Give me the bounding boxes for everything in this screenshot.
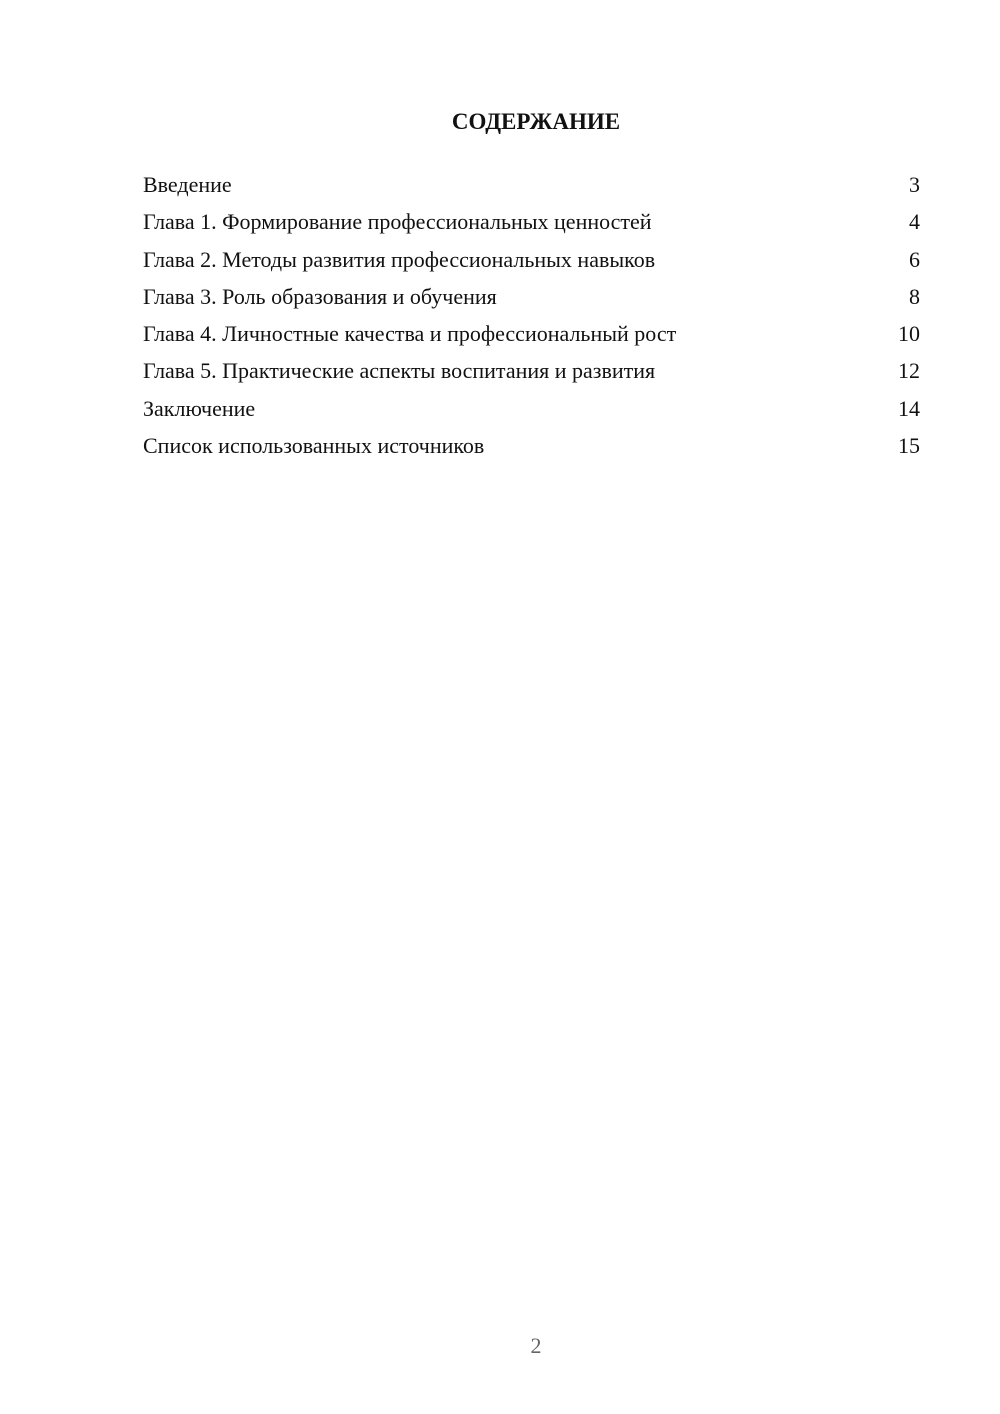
toc-entry-label: Глава 2. Методы развития профессиональных навыков: [143, 246, 656, 272]
toc-entry-page: 14: [898, 395, 920, 421]
toc-entry-page: 8: [909, 283, 920, 309]
toc-entry-chapter-1[interactable]: [143, 205, 920, 242]
toc-entry-references[interactable]: [143, 429, 920, 466]
toc-entry-label: Заключение: [143, 395, 256, 421]
toc-entry-page: 4: [909, 209, 920, 235]
page-title: СОДЕРЖАНИЕ: [451, 109, 621, 135]
toc-entry-label: Глава 4. Личностные качества и профессиональный рост: [143, 321, 677, 347]
toc-entry-label: Глава 1. Формирование профессиональных ценностей: [143, 209, 652, 235]
toc-entry-introduction[interactable]: [143, 168, 920, 205]
toc-entry-conclusion[interactable]: [143, 392, 920, 429]
toc-entry-label: Глава 5. Практические аспекты воспитания и развития: [143, 358, 656, 384]
toc-entry-page: 6: [909, 246, 920, 272]
toc-entry-chapter-4[interactable]: [143, 317, 920, 354]
toc-entry-label: Список использованных источников: [143, 433, 485, 459]
toc-entry-label: Глава 3. Роль образования и обучения: [143, 283, 497, 309]
toc-entry-chapter-5[interactable]: [143, 354, 920, 391]
toc-entry-page: 15: [898, 433, 920, 459]
toc-entry-page: 12: [898, 358, 920, 384]
toc-entry-label: Введение: [143, 172, 232, 197]
toc-entry-chapter-3[interactable]: [143, 280, 920, 317]
toc-entry-page: 10: [898, 321, 920, 347]
page-number: 2: [530, 1333, 542, 1358]
toc-entry-chapter-2[interactable]: [143, 243, 920, 280]
toc-entry-page: 3: [909, 172, 920, 197]
table-of-contents: [143, 168, 920, 466]
